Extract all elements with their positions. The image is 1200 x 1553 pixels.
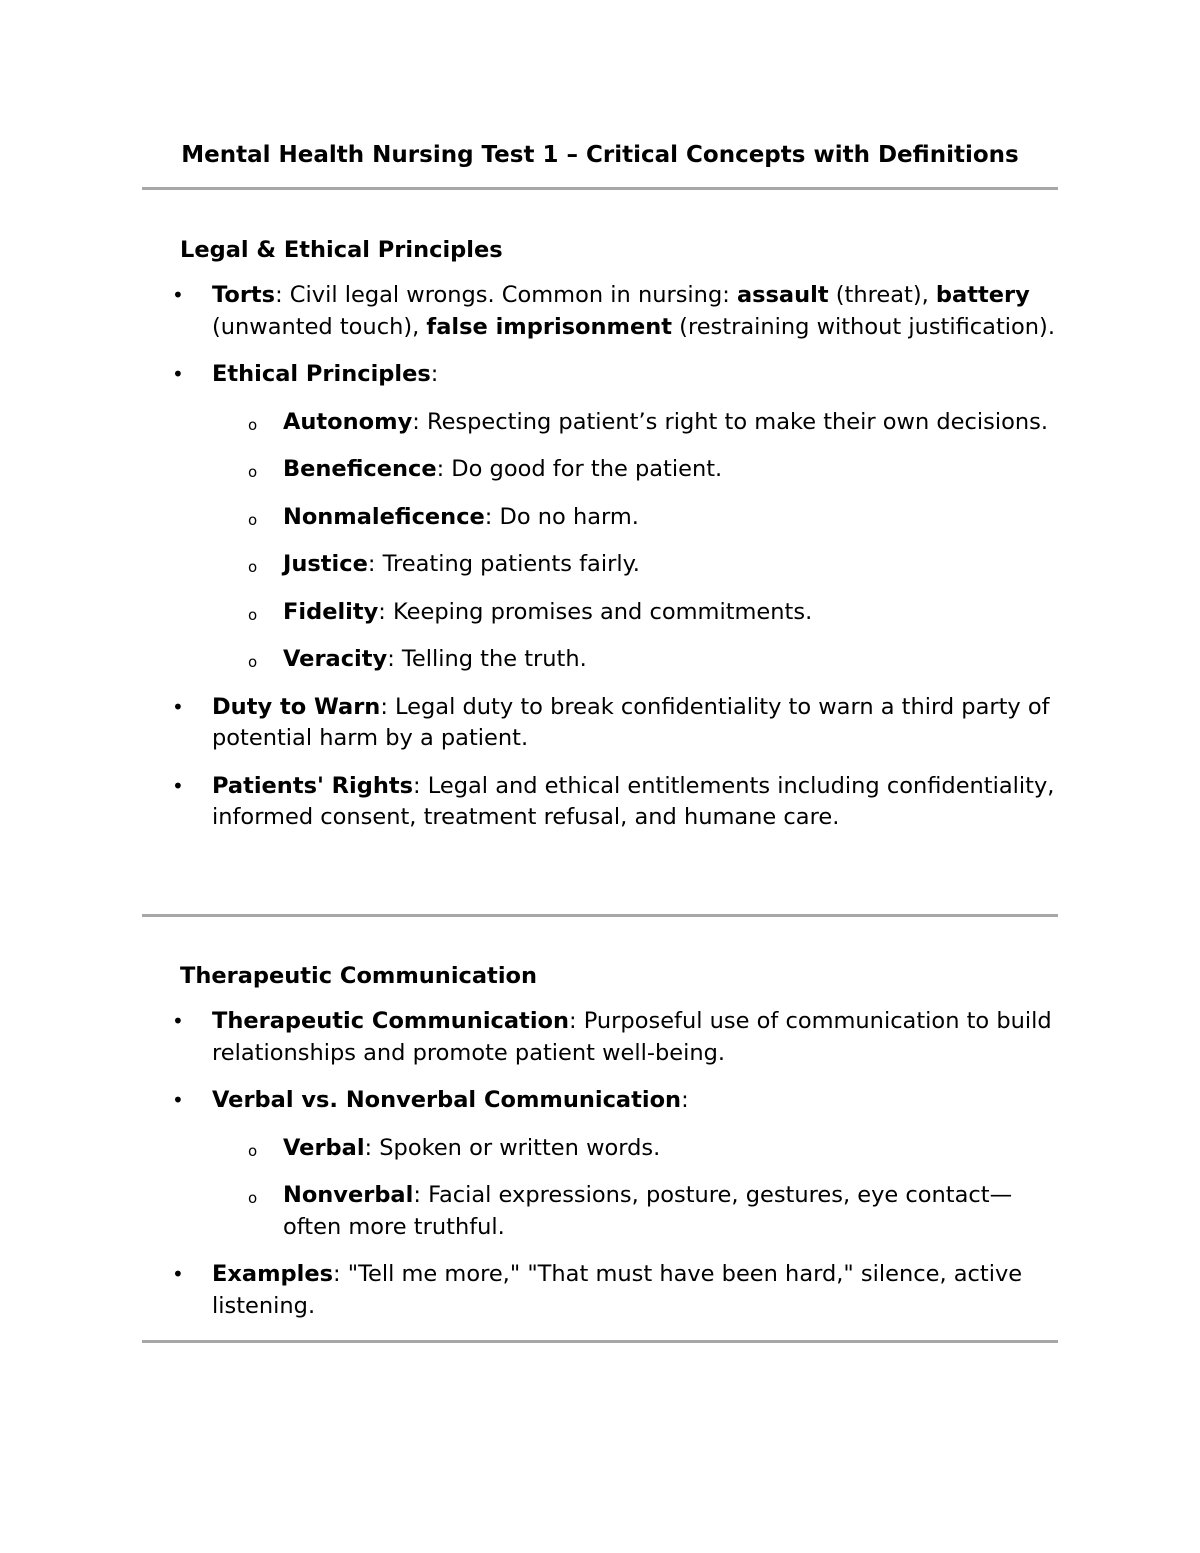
definition: : Keeping promises and commitments. <box>378 598 813 625</box>
list-item-duty-to-warn <box>172 692 1070 755</box>
term: Veracity <box>283 646 388 672</box>
list-item-patients-rights <box>172 771 1070 834</box>
sub-item-veracity <box>212 644 1070 676</box>
list-item-verbal-nonverbal <box>172 1085 1070 1243</box>
term: Fidelity <box>283 598 379 625</box>
term: Therapeutic Communication <box>212 1008 570 1034</box>
definition: : Do good for the patient. <box>436 456 723 482</box>
definition: : "Tell me more," "That must have been hard," silence, active listening. <box>212 1261 1023 1319</box>
term: Beneficence <box>283 456 437 482</box>
sub-item-beneficence <box>212 454 1070 486</box>
section-therapeutic-communication <box>172 960 1070 1338</box>
bullet-icon: • <box>172 1262 184 1286</box>
term: Verbal vs. Nonverbal Communication <box>212 1087 682 1113</box>
section-legal-ethical <box>172 234 1070 850</box>
term: Nonverbal <box>283 1182 414 1208</box>
term: Torts <box>212 282 276 308</box>
term: Nonmaleficence <box>283 503 485 530</box>
term-battery: battery <box>935 282 1030 308</box>
term-assault: assault <box>736 282 829 308</box>
circle-bullet-icon: o <box>248 653 258 671</box>
definition: : <box>681 1087 689 1113</box>
sub-item-autonomy <box>212 407 1070 439</box>
sub-list <box>212 407 1070 676</box>
divider-middle <box>142 914 1058 917</box>
list-item-therapeutic-communication <box>172 1006 1070 1069</box>
definition: (unwanted touch), <box>212 313 427 340</box>
term: Ethical Principles <box>212 361 431 387</box>
sub-item-nonmaleficence <box>212 502 1070 534</box>
term: Autonomy <box>283 408 413 435</box>
definition: (threat), <box>828 282 936 308</box>
bullet-icon: • <box>172 362 184 386</box>
bullet-list <box>172 1006 1070 1322</box>
bullet-icon: • <box>172 1009 184 1033</box>
definition: : Purposeful use of communication to build relationships and promote patient well-being. <box>212 1008 1052 1066</box>
bullet-icon: • <box>172 283 184 307</box>
definition: : Facial expressions, posture, gestures, eye contact— often more truthful. <box>283 1182 1013 1240</box>
definition: : Spoken or written words. <box>364 1134 661 1161</box>
term: Verbal <box>283 1134 365 1161</box>
section-heading: Legal & Ethical Principles <box>180 237 503 263</box>
circle-bullet-icon: o <box>248 558 258 576</box>
divider-bottom <box>142 1340 1058 1343</box>
list-item-examples <box>172 1259 1070 1322</box>
bullet-icon: • <box>172 694 184 719</box>
divider-top <box>142 187 1058 190</box>
term-false-imprisonment: false imprisonment <box>426 313 673 340</box>
bullet-icon: • <box>172 773 184 798</box>
circle-bullet-icon: o <box>248 510 258 529</box>
term: Patients' Rights <box>212 772 413 799</box>
definition: : Legal and ethical entitlements including confidentiality, informed consent, treatment refusal, and humane care. <box>212 772 1055 830</box>
definition: : Telling the truth. <box>387 646 587 672</box>
term: Duty to Warn <box>212 693 381 720</box>
term: Justice <box>283 551 368 577</box>
definition: : <box>430 361 439 387</box>
bullet-icon: • <box>172 1088 184 1112</box>
list-item-ethical-principles <box>172 359 1070 676</box>
sub-item-fidelity <box>212 597 1070 629</box>
definition: : Respecting patient’s right to make their own decisions. <box>412 408 1048 435</box>
sub-item-nonverbal <box>212 1180 1070 1243</box>
sub-list <box>212 1133 1070 1244</box>
definition: (restraining without justification). <box>672 313 1055 340</box>
document-title: Mental Health Nursing Test 1 – Critical Concepts with Definitions <box>181 142 1019 168</box>
circle-bullet-icon: o <box>248 415 258 434</box>
section-heading: Therapeutic Communication <box>180 963 538 989</box>
definition: : Do no harm. <box>484 503 639 530</box>
definition: : Treating patients fairly. <box>367 551 640 577</box>
sub-item-justice <box>212 549 1070 581</box>
list-item-torts <box>172 280 1070 343</box>
circle-bullet-icon: o <box>248 605 258 624</box>
sub-item-verbal <box>212 1133 1070 1165</box>
circle-bullet-icon: o <box>248 1189 258 1207</box>
definition: : Legal duty to break confidentiality to warn a third party of potential harm by a patient. <box>212 693 1050 751</box>
definition: : Civil legal wrongs. Common in nursing: <box>275 282 737 308</box>
circle-bullet-icon: o <box>248 463 258 481</box>
circle-bullet-icon: o <box>248 1141 258 1160</box>
bullet-list <box>172 280 1070 834</box>
term: Examples <box>212 1261 333 1287</box>
